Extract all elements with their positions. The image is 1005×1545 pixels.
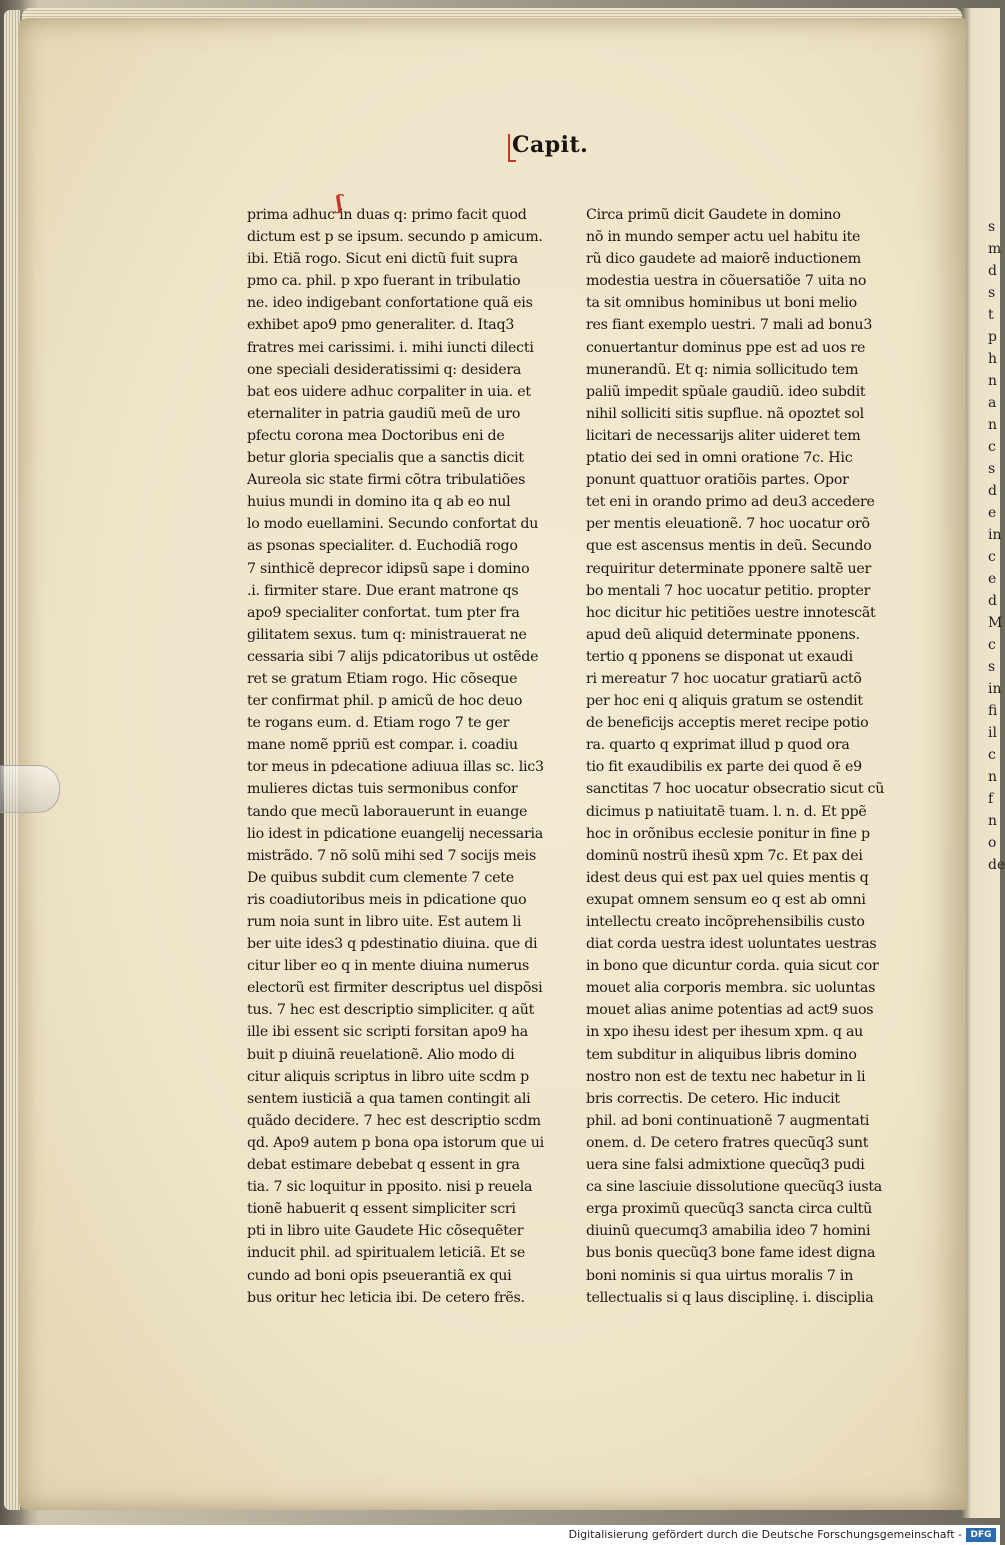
text-line-left: tus. 7 hec est descriptio simpliciter. q aũt [247, 1002, 535, 1019]
facing-page-fragment: s [988, 659, 996, 675]
facing-page-fragment: de [988, 857, 1005, 873]
text-line-left: quãdo decidere. 7 hec est descriptio scdm [247, 1112, 541, 1129]
facing-page-fragment: M [988, 615, 1003, 631]
facing-page-fragment: e [988, 505, 997, 521]
text-column-left [247, 204, 542, 1309]
text-line-right: uera sine falsi admixtione quecũq3 pudi [586, 1157, 865, 1174]
text-line-left: huius mundi in domino ita q ab eo nul [247, 494, 511, 511]
text-line-right: nõ in mundo semper actu uel habitu ite [586, 229, 861, 246]
facing-page-fragment: d [988, 483, 997, 499]
facing-page-fragment: n [988, 417, 998, 433]
text-line-left: mistrãdo. 7 nõ solũ mihi sed 7 socijs meis [247, 847, 536, 864]
text-line-right: modestia uestra in cõuersatiõe 7 uita no [586, 273, 867, 290]
text-line-left: tia. 7 sic loquitur in pposito. nisi p reuela [247, 1179, 533, 1196]
text-line-left: citur liber eo q in mente diuina numerus [247, 958, 530, 975]
rubric-bracket [508, 134, 516, 162]
text-line-right: apud deũ aliquid determinate pponens. [586, 626, 860, 643]
page-clip [0, 765, 60, 813]
text-column-right [586, 204, 885, 1309]
text-line-right: tertio q pponens se disponat ut exaudi [586, 648, 853, 665]
text-line-left: lio idest in pdicatione euangelij necessaria [247, 825, 544, 842]
text-line-right: nihil solliciti sitis supflue. nã opoztet sol [586, 405, 864, 422]
text-line-right: diat corda uestra idest uoluntates uestras [586, 936, 877, 953]
facing-page-fragment: il [988, 725, 997, 741]
text-line-left: mane nomẽ ppriũ est compar. i. coadiu [247, 737, 518, 754]
text-line-left: lo modo euellamini. Secundo confortat du [247, 516, 539, 533]
running-head-text: Capit. [512, 132, 589, 158]
text-line-left: betur gloria specialis que a sanctis dicit [247, 450, 524, 467]
text-line-right: mouet alias anime potentias ad act9 suos [586, 1002, 874, 1019]
text-line-right: boni nominis si qua uirtus moralis 7 in [586, 1267, 854, 1284]
text-line-right: bus bonis quecũq3 bone fame idest digna [586, 1245, 876, 1262]
text-line-right: dominũ nostrũ ihesũ xpm 7c. Et pax dei [586, 847, 863, 864]
text-line-right: hoc in orõnibus ecclesie ponitur in fine p [586, 825, 870, 842]
text-line-right: licitari de necessarijs aliter uideret tem [586, 427, 861, 444]
facing-page-fragment: s [988, 219, 996, 235]
text-line-right: per hoc eni q aliquis gratum se ostendit [586, 693, 863, 710]
text-line-right: conuertantur dominus ppe est ad uos re [586, 339, 866, 356]
text-line-left: ter confirmat phil. p amicũ de hoc deuo [247, 693, 523, 710]
running-head [512, 132, 588, 164]
text-line-right: erga proximũ quecũq3 sancta circa cultũ [586, 1201, 872, 1218]
text-line-right: munerandũ. Et q: nimia sollicitudo tem [586, 361, 859, 378]
dfg-logo: DFG [966, 1528, 996, 1542]
text-line-right: tio fit exaudibilis ex parte dei quod ẽ e9 [586, 759, 862, 776]
facing-page-fragment: h [988, 351, 998, 367]
text-line-right: tellectualis si q laus disciplinę. i. disciplia [586, 1289, 874, 1306]
facing-page-fragment: f [988, 791, 994, 807]
text-line-right: de beneficijs acceptis meret recipe potio [586, 715, 869, 732]
text-line-left: te rogans eum. d. Etiam rogo 7 te ger [247, 715, 510, 732]
text-line-left: .i. firmiter stare. Due erant matrone qs [247, 582, 519, 599]
facing-page-fragment: c [988, 747, 996, 763]
text-line-left: pmo ca. phil. p xpo fuerant in tribulatio [247, 273, 521, 290]
text-line-left: eternaliter in patria gaudiũ meũ de uro [247, 405, 521, 422]
facing-page-fragment: fi [988, 703, 998, 719]
text-line-right: bo mentali 7 hoc uocatur petitio. propter [586, 582, 871, 599]
facing-page-fragment: c [988, 549, 996, 565]
text-line-right: diuinũ quecumq3 amabilia ideo 7 homini [586, 1223, 871, 1240]
text-line-right: idest deus qui est pax uel quies mentis q [586, 869, 869, 886]
text-line-right: ponunt quattuor oratiõis partes. Opor [586, 472, 849, 489]
text-line-right: per mentis eleuationẽ. 7 hoc uocatur orõ [586, 516, 870, 533]
text-line-left: mulieres dictas tuis sermonibus confor [247, 781, 518, 798]
text-line-left: gilitatem sexus. tum q: ministrauerat ne [247, 626, 527, 643]
text-line-right: tem subditur in aliquibus libris domino [586, 1046, 857, 1063]
text-line-left: bus oritur hec leticia ibi. De cetero frẽs. [247, 1289, 525, 1306]
text-line-left: citur aliquis scriptus in libro uite scdm p [247, 1068, 530, 1085]
text-line-left: apo9 specialiter confortat. tum pter fra [247, 604, 520, 621]
text-line-right: sanctitas 7 hoc uocatur obsecratio sicut cũ [586, 781, 885, 798]
text-line-left: tando que mecũ laborauerunt in euange [247, 803, 528, 820]
facing-page-fragment: d [988, 593, 997, 609]
text-line-right: phil. ad boni continuationẽ 7 augmentati [586, 1112, 870, 1129]
text-line-right: onem. d. De cetero fratres quecũq3 sunt [586, 1134, 869, 1151]
facing-page-fragment: p [988, 329, 997, 345]
facing-page-fragment: in [988, 681, 1002, 697]
text-line-left: tionẽ habuerit q essent simpliciter scri [247, 1201, 516, 1218]
facing-page-fragment: n [988, 769, 998, 785]
text-line-right: ca sine lasciuie dissolutione quecũq3 iusta [586, 1179, 883, 1196]
text-line-right: in bono que dicuntur corda. quia sicut cor [586, 958, 879, 975]
text-line-left: buit p diuinã reuelationẽ. Alio modo di [247, 1046, 515, 1063]
text-line-left: rum noia sunt in libro uite. Est autem li [247, 914, 522, 930]
text-line-left: pti in libro uite Gaudete Hic cõsequẽter [247, 1223, 524, 1240]
footer-bar [0, 1525, 1000, 1545]
text-line-right: nostro non est de textu nec habetur in li [586, 1068, 866, 1085]
text-line-left: ille ibi essent sic scripti forsitan apo9 ha [247, 1024, 528, 1041]
text-line-left: electorũ est firmiter descriptus uel dispõsi [247, 980, 543, 997]
text-line-right: paliũ impedit spũale gaudiũ. ideo subdit [586, 383, 866, 400]
text-line-right: intellectu creato incõprehensibilis custo [586, 914, 865, 930]
text-line-left: inducit phil. ad spiritualem leticiã. Et se [247, 1245, 525, 1262]
facing-page [962, 8, 1005, 1518]
text-line-right: bris correctis. De cetero. Hic inducit [586, 1090, 840, 1107]
facing-page-fragment: in [988, 527, 1002, 543]
text-line-right: ra. quarto q exprimat illud p quod ora [586, 737, 850, 754]
text-line-left: sentem iusticiã a qua tamen contingit ali [247, 1090, 531, 1107]
text-line-left: Aureola sic state firmi cõtra tribulatiões [247, 472, 526, 489]
text-line-right: in xpo ihesu idest per ihesum xpm. q au [586, 1024, 864, 1041]
text-line-left: exhibet apo9 pmo generaliter. d. Itaq3 [247, 317, 515, 334]
text-line-left: debat estimare debebat q essent in gra [247, 1157, 520, 1174]
text-line-right: exupat omnem sensum eo q est ab omni [586, 891, 866, 908]
facing-page-fragment: e [988, 571, 997, 587]
text-line-left: ne. ideo indigebant confortatione quã eis [247, 295, 533, 312]
rubric-mark: ʃ [336, 190, 343, 214]
facing-page-fragment: c [988, 439, 996, 455]
facing-page-fragment: d [988, 263, 997, 279]
facing-page-fragment: a [988, 395, 997, 411]
facing-page-fragment: n [988, 373, 998, 389]
text-line-left: 7 sinthicẽ deprecor idipsũ sape i domino [247, 560, 530, 577]
text-line-right: mouet alia corporis membra. sic uoluntas [586, 980, 876, 997]
facing-page-fragment: s [988, 461, 996, 477]
text-line-right: rũ dico gaudete ad maiorẽ inductionem [586, 251, 861, 268]
text-line-right: tet eni in orando primo ad deu3 accedere [586, 494, 875, 511]
text-line-left: bat eos uidere adhuc corpaliter in uia. et [247, 383, 531, 400]
funding-note: Digitalisierung gefördert durch die Deutsche Forschungsgemeinschaft - [568, 1528, 962, 1541]
text-line-left: pfectu corona mea Doctoribus eni de [247, 427, 505, 444]
text-line-left: one speciali desideratissimi q: desidera [247, 361, 522, 378]
text-line-left: ibi. Etiã rogo. Sicut eni dictũ fuit supra [247, 251, 518, 268]
text-line-left: prima adhuc in duas q: primo facit quod [247, 207, 527, 223]
facing-page-fragment: n [988, 813, 998, 829]
text-line-right: ta sit omnibus hominibus ut boni melio [586, 295, 857, 312]
text-line-left: ber uite ides3 q pdestinatio diuina. que di [247, 936, 538, 953]
text-line-right: que est ascensus mentis in deũ. Secundo [586, 538, 872, 555]
text-line-right: requiritur determinate pponere saltẽ uer [586, 560, 872, 577]
text-line-right: Circa primũ dicit Gaudete in domino [586, 207, 841, 223]
facing-page-fragment: m [988, 241, 1002, 257]
text-line-left: cessaria sibi 7 alijs pdicatoribus ut ostẽde [247, 648, 539, 665]
text-line-right: res fiant exemplo uestri. 7 mali ad bonu3 [586, 317, 873, 334]
text-line-left: cundo ad boni opis pseuerantiã ex qui [247, 1267, 512, 1284]
text-line-right: hoc dicitur hic petitiões uestre innotescãt [586, 604, 876, 621]
text-line-left: ris coadiutoribus meis in pdicatione quo [247, 891, 527, 908]
text-line-left: dictum est p se ipsum. secundo p amicum. [247, 229, 543, 246]
text-line-right: ptatio dei sed in omni oratione 7c. Hic [586, 450, 853, 467]
facing-page-fragment: o [988, 835, 997, 851]
facing-page-fragment: s [988, 285, 996, 301]
facing-page-fragment: c [988, 637, 996, 653]
text-line-left: fratres mei carissimi. i. mihi iuncti dilecti [247, 339, 534, 356]
text-line-right: dicimus p natiuitatẽ tuam. l. n. d. Et ppẽ [586, 803, 867, 820]
facing-page-fragment: t [988, 307, 994, 323]
text-line-left: ret se gratum Etiam rogo. Hic cõseque [247, 670, 518, 687]
text-line-left: qd. Apo9 autem p bona opa istorum que ui [247, 1134, 544, 1151]
text-line-left: tor meus in pdecatione adiuua illas sc. lic3 [247, 759, 544, 776]
text-line-left: as psonas specialiter. d. Euchodiã rogo [247, 538, 518, 555]
text-line-left: De quibus subdit cum clemente 7 cete [247, 869, 514, 886]
text-line-right: ri mereatur 7 hoc uocatur gratiarũ actõ [586, 670, 862, 687]
